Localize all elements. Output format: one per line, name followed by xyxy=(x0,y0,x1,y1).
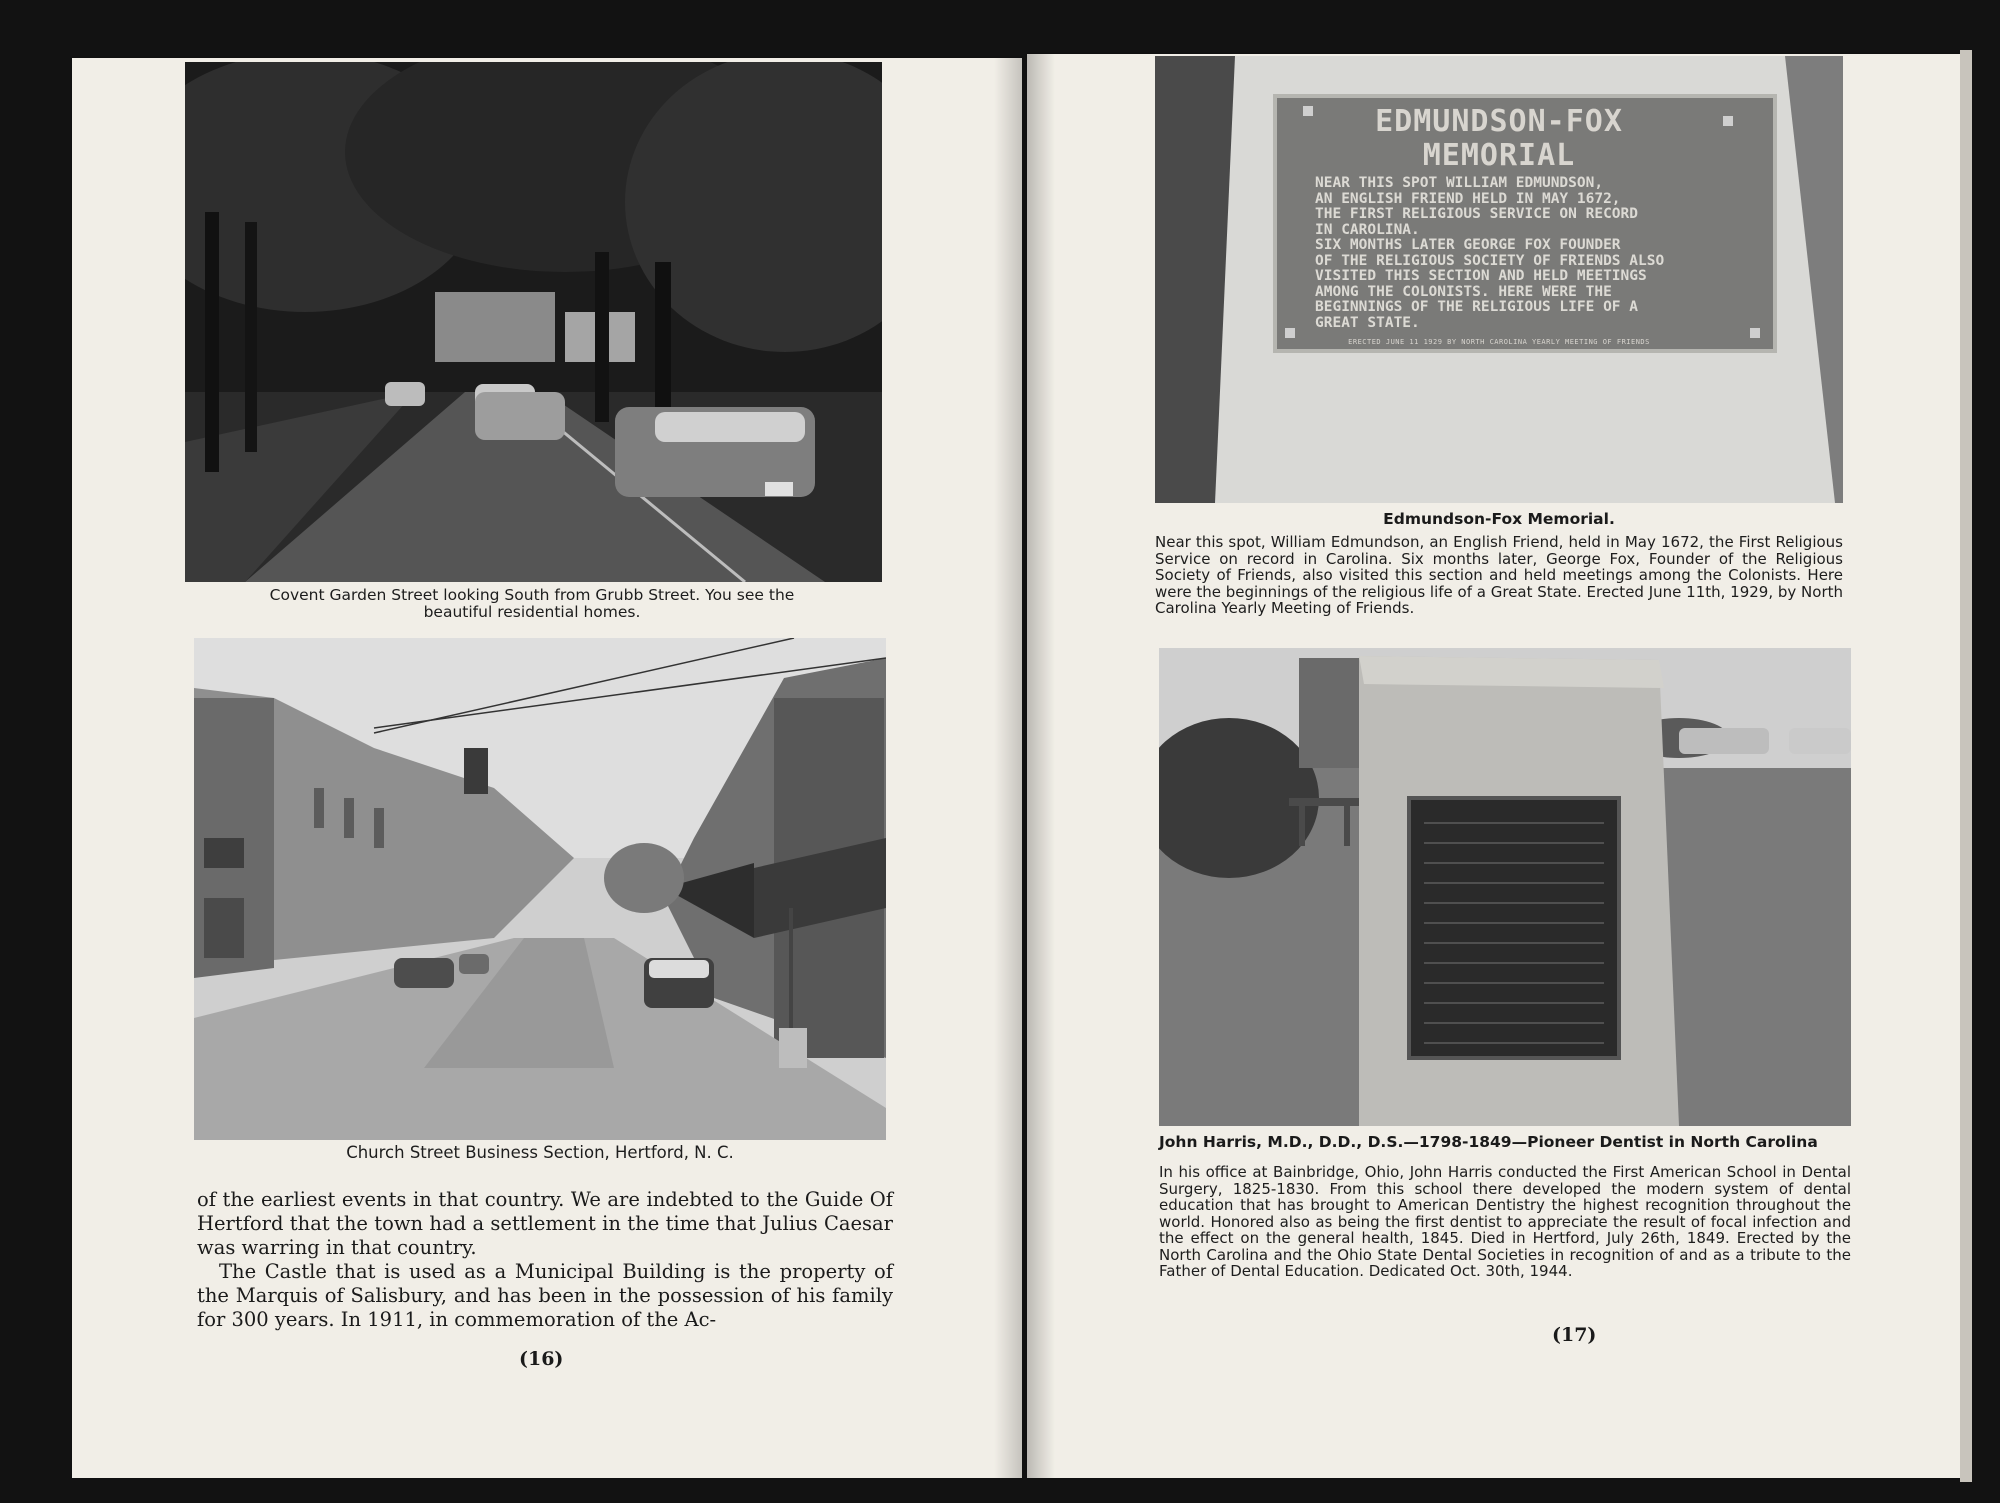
plaque-line: BEGINNINGS OF THE RELIGIOUS LIFE OF A xyxy=(1315,299,1639,315)
edmundson-fox-title: Edmundson-Fox Memorial. xyxy=(1383,510,1615,528)
plaque-title-2: MEMORIAL xyxy=(1422,138,1576,173)
right-page xyxy=(1027,54,1962,1478)
page-number-16: (16) xyxy=(519,1348,564,1370)
john-harris-caption: In his office at Bainbridge, Ohio, John Harris conducted the First American School in Dental Surgery, 1825-1830. From this school there developed the modern system of dental education that has brought to American Dentistry the highest recognition throughout the world. Honored also as being the first dentist to appreciate the result of focal infection and the effect on the general health, 1845. Died in Hertford, July 26th, 1849. Erected by the North Carolina and the Ohio State Dental Societies in recognition of and as a tribute to the Father of Dental Education. Dedicated Oct. 30th, 1944. xyxy=(1159,1163,1851,1280)
plaque-line: OF THE RELIGIOUS SOCIETY OF FRIENDS ALSO xyxy=(1315,252,1665,269)
right-gutter-shadow xyxy=(1027,54,1055,1478)
plaque-line: SIX MONTHS LATER GEORGE FOX FOUNDER xyxy=(1315,237,1621,253)
plaque-line: IN CAROLINA. xyxy=(1315,221,1420,238)
plaque-line: THE FIRST RELIGIOUS SERVICE ON RECORD xyxy=(1315,206,1639,222)
covent-garden-street-photo xyxy=(185,62,882,582)
body-paragraph-1: of the earliest events in that country. We are indebted to the Guide Of Hertford that the town had a settlement in the time that Julius Caesar was warring in that country. xyxy=(197,1188,893,1259)
covent-garden-caption: Covent Garden Street looking South from Grubb Street. You see the beautiful residential homes. xyxy=(269,586,795,621)
church-street-caption: Church Street Business Section, Hertford, N. C. xyxy=(346,1143,734,1162)
page-number-17: (17) xyxy=(1552,1324,1597,1346)
john-harris-title: John Harris, M.D., D.D., D.S.—1798-1849—Pioneer Dentist in North Carolina xyxy=(1159,1133,1818,1151)
church-street-photo xyxy=(194,638,886,1140)
edmundson-fox-caption: Near this spot, William Edmundson, an English Friend, held in May 1672, the First Religious Service on record in Carolina. Six months later, George Fox, Founder of the Religious Society of Friends, also visited this section and held meetings among the Colonists. Here were the beginnings of the religious life of a Great State. Erected June 11th, 1929, by North Carolina Yearly Meeting of Friends. xyxy=(1155,533,1843,617)
plaque-line: GREAT STATE. xyxy=(1315,314,1420,331)
left-page xyxy=(72,58,1022,1478)
plaque-footer: ERECTED JUNE 11 1929 BY NORTH CAROLINA YEARLY MEETING OF FRIENDS xyxy=(1348,338,1650,346)
left-gutter-shadow xyxy=(994,58,1022,1478)
left-body-text xyxy=(197,1188,893,1332)
edmundson-fox-memorial-photo xyxy=(1155,56,1843,503)
body-paragraph-2: The Castle that is used as a Municipal Building is the property of the Marquis of Salisbury, and has been in the possession of his family for 300 years. In 1911, in commemoration of the Ac- xyxy=(197,1260,893,1331)
plaque-line: AMONG THE COLONISTS. HERE WERE THE xyxy=(1315,283,1612,300)
john-harris-memorial-photo xyxy=(1159,648,1851,1126)
plaque-line: VISITED THIS SECTION AND HELD MEETINGS xyxy=(1315,268,1647,284)
plaque-line: NEAR THIS SPOT WILLIAM EDMUNDSON, xyxy=(1315,175,1604,191)
plaque-lines xyxy=(1315,176,1745,331)
plaque-line: AN ENGLISH FRIEND HELD IN MAY 1672, xyxy=(1315,190,1621,207)
book-spread xyxy=(72,54,1962,1478)
page-edge xyxy=(1960,50,1972,1482)
plaque-title-1: EDMUNDSON-FOX xyxy=(1375,104,1623,139)
